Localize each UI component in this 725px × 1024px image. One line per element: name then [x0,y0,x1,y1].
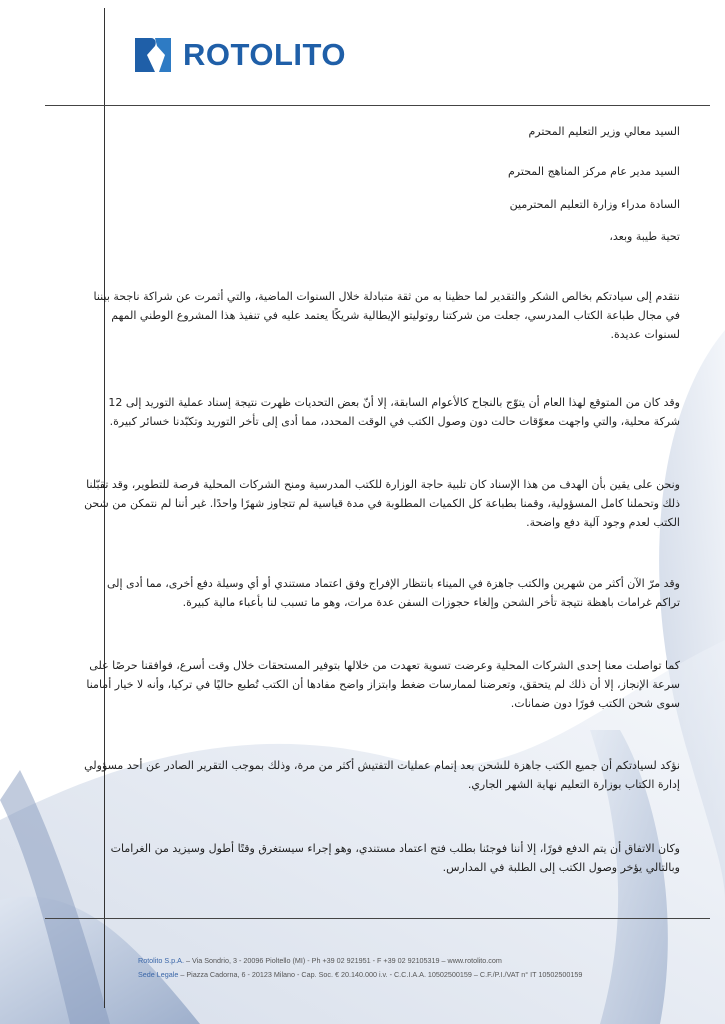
rotolito-logo-mark-icon [133,36,173,74]
footer-address [138,956,502,965]
footer-company: Rotolito S.p.A. [138,956,184,965]
salutation-ministry-directors: السادة مدراء وزارة التعليم المحترمين [509,198,680,211]
paragraph-3: ونحن على يقين بأن الهدف من هذا الإسناد كان تلبية حاجة الوزارة للكتب المدرسية ومنح الشركات المحلية فرصة للتطوير، وقد تقبّلنا ذلك وتحملنا كامل المسؤولية، وقمنا بطباعة كل الكميات المطلوبة في مدة قياسية لم تتجاوز شهرًا واحدًا. غير أننا لم نتمكن من شحن الكتب لعدم وجود آلية دفع واضحة. [84,478,680,529]
paragraph-5: كما تواصلت معنا إحدى الشركات المحلية وعرضت تسوية تعهدت من خلالها بتوفير المستحقات خلال وقت أسرع، فوافقنا حرصًا على سرعة الإنجاز، إلا أن ذلك لم يتحقق، وتعرضنا لممارسات ضغط وابتزاز واضح مفادها أن الكتب تُطبع حاليًا في تركيا، وأنه لا خيار أمامنا سوى شحن الكتب فورًا دون ضمانات. [86,659,680,710]
footer-legal [138,970,582,979]
footer-divider [45,918,710,919]
greeting: تحية طيبة وبعد، [609,230,680,243]
footer-legal-label: Sede Legale [138,970,179,979]
company-logo [133,36,346,74]
paragraph-7: وكان الاتفاق أن يتم الدفع فورًا، إلا أننا فوجئنا بطلب فتح اعتماد مستندي، وهو إجراء سيستغرق وقتًا أطول وسيزيد من الغرامات وبالتالي يؤخر وصول الكتب إلى الطلبة في المدارس. [110,842,680,874]
salutation-minister: السيد معالي وزير التعليم المحترم [528,125,680,138]
header-divider [45,105,710,106]
paragraph-1: نتقدم إلى سيادتكم بخالص الشكر والتقدير لما حظينا به من ثقة متبادلة خلال السنوات الماضية، والتي أثمرت عن شراكة ناجحة بيننا في مجال طباعة الكتاب المدرسي، جعلت من شركتنا روتوليتو الإيطالية شريكًا يعتمد عليه في تنفيذ هذا المشروع الوطني المهم لسنوات عديدة. [93,290,680,341]
brand-name: ROTOLITO [183,37,347,72]
paragraph-4: وقد مرّ الآن أكثر من شهرين والكتب جاهزة في الميناء بانتظار الإفراج وفق اعتماد مستندي أو أي وسيلة دفع أخرى، مما أدى إلى تراكم غرامات باهظة نتيجة تأخر الشحن وإلغاء حجوزات السفن عدة مرات، وهو ما تسبب لنا بأعباء مالية كبيرة. [106,577,680,609]
paragraph-2: وقد كان من المتوقع لهذا العام أن يتوّج بالنجاح كالأعوام السابقة، إلا أنّ بعض التحديات ظهرت نتيجة إسناد عملية التوريد إلى 12 شركة محلية، والتي واجهت معوّقات حالت دون وصول الكتب في الوقت المحدد، مما أدى إلى تأخر التوريد وتكبّدنا خسائر كبيرة. [108,396,680,428]
footer-legal-text: – Piazza Cadorna, 6 - 20123 Milano - Cap. Soc. € 20.140.000 i.v. - C.C.I.A.A. 10502500159 – C.F./P.I./VAT n° IT 10502500159 [178,970,583,979]
salutation-director: السيد مدير عام مركز المناهج المحترم [508,165,680,178]
footer-address-text: – Via Sondrio, 3 - 20096 Pioltello (MI) - Ph +39 02 921951 - F +39 02 92105319 – www.rotolito.com [183,956,502,965]
paragraph-6: نؤكد لسيادتكم أن جميع الكتب جاهزة للشحن بعد إتمام عمليات التفتيش أكثر من مرة، وذلك بموجب التقرير الصادر عن أحد مسؤولي إدارة الكتاب بوزارة التعليم نهاية الشهر الجاري. [84,759,680,791]
